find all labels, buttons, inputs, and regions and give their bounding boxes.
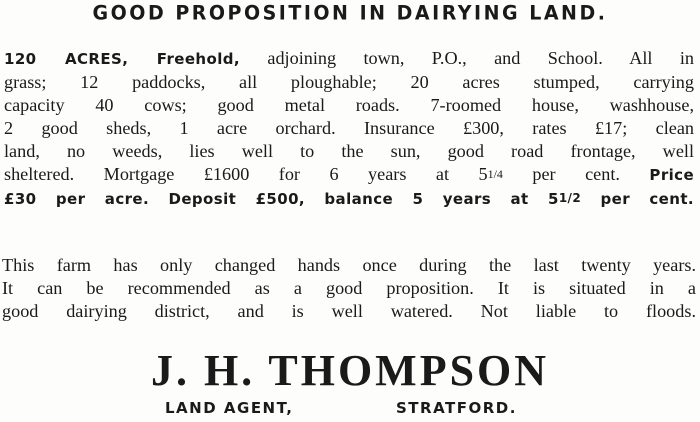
- agent-title: LAND AGENT,: [165, 399, 294, 417]
- mortgage-rate-fraction: 1/4: [487, 167, 503, 181]
- description-line-6: [4, 163, 694, 187]
- remarks-line-1: This farm has only changed hands once during the last twenty years.: [2, 255, 696, 275]
- remarks-line-2: It can be recommended as a good proposition. It is situated in a: [2, 278, 696, 298]
- deposit-terms: Deposit £500, balance 5 years at 5: [168, 190, 559, 208]
- description-line-3: capacity 40 cows; good metal roads. 7-roomed house, washhouse,: [4, 95, 694, 115]
- farm-remarks: [2, 254, 696, 323]
- price-label: Price: [649, 166, 695, 184]
- description-line-1-text: adjoining town, P.O., and School. All in: [239, 48, 694, 68]
- mortgage-text-end: per cent.: [502, 164, 620, 184]
- price-value: £30 per acre.: [4, 190, 150, 208]
- deposit-rate-fraction: 1/2: [558, 191, 582, 205]
- description-line-7: [4, 187, 694, 211]
- acreage-lead: 120 ACRES, Freehold,: [4, 50, 240, 68]
- description-line-1: [4, 47, 694, 71]
- description-line-2: grass; 12 paddocks, all ploughable; 20 acres stumped, carrying: [4, 72, 694, 92]
- mortgage-text: sheltered. Mortgage £1600 for 6 years at 5: [4, 164, 488, 184]
- advert-headline: GOOD PROPOSITION IN DAIRYING LAND.: [92, 1, 608, 25]
- remarks-line-3: good dairying district, and is well watered. Not liable to floods.: [2, 301, 696, 321]
- description-line-5: land, no weeds, lies well to the sun, good road frontage, well: [4, 141, 694, 161]
- description-line-4: 2 good sheds, 1 acre orchard. Insurance £300, rates £17; clean: [4, 118, 694, 138]
- deposit-terms-end: per cent.: [581, 190, 695, 208]
- agent-town: STRATFORD.: [396, 399, 517, 417]
- agent-name: J. H. THOMPSON: [150, 346, 550, 395]
- property-description: [4, 47, 694, 211]
